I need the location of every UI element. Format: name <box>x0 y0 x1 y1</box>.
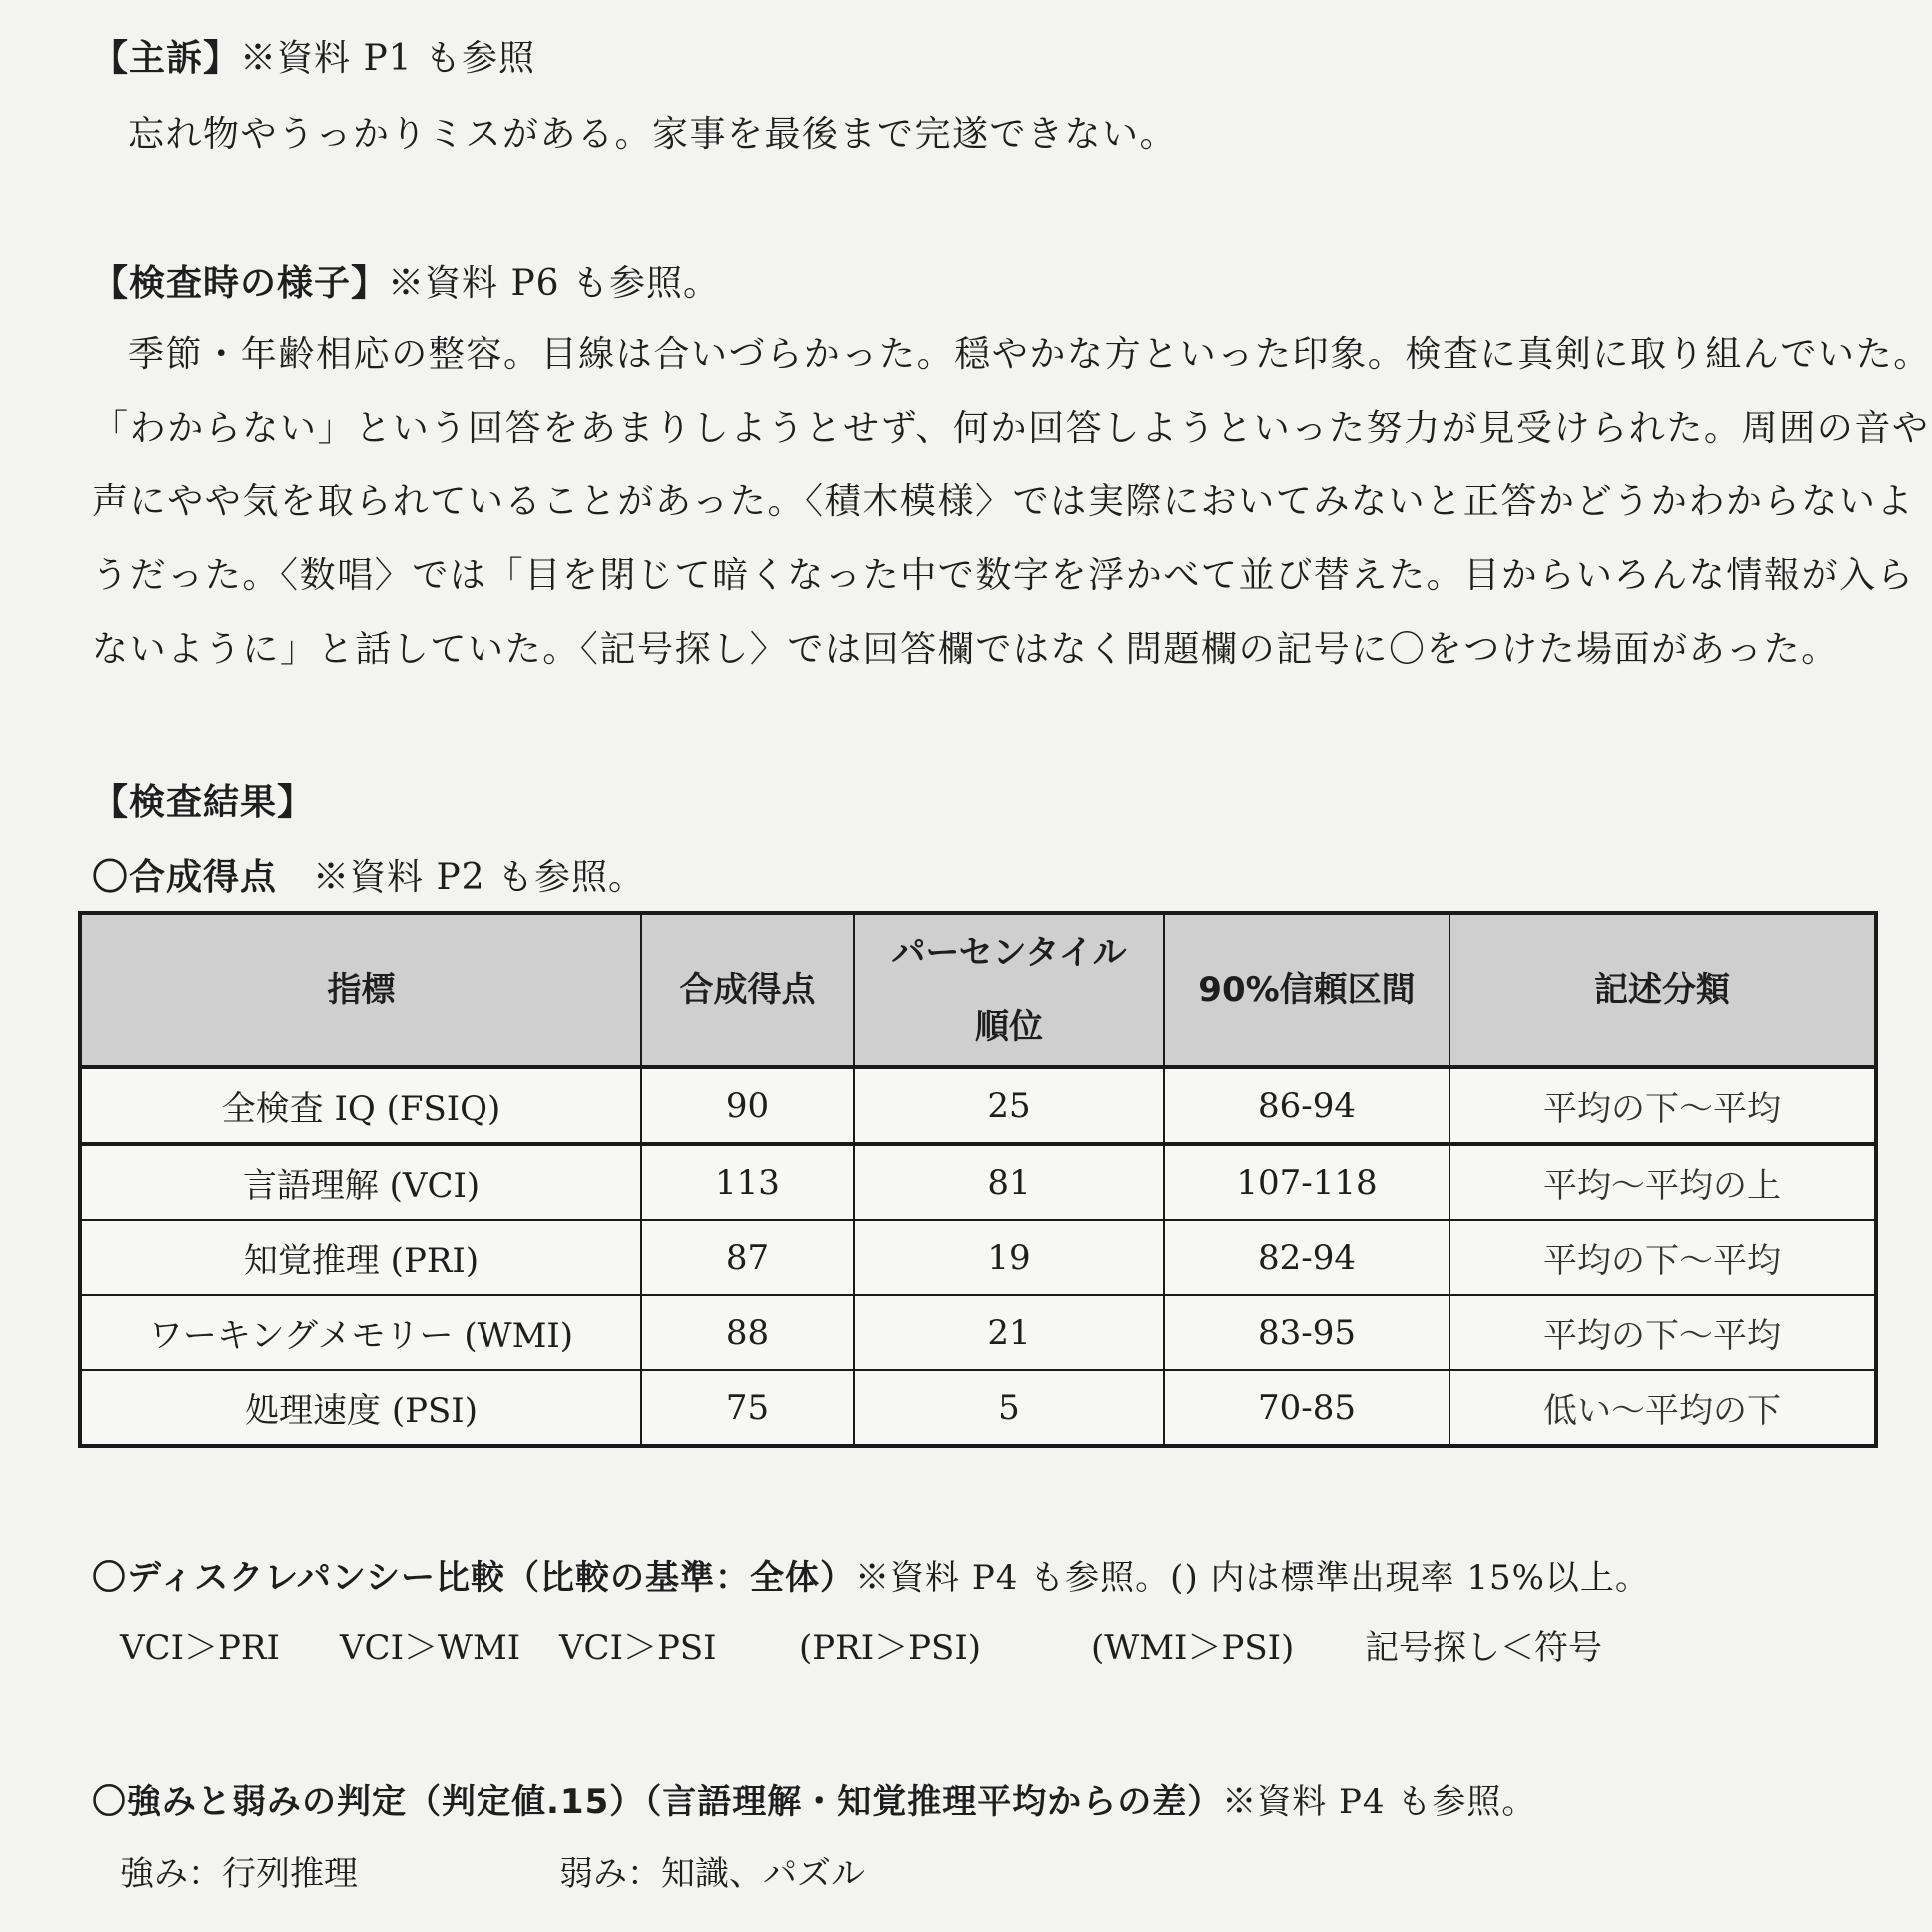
weakness-text: 弱み：知識、パズル <box>559 1854 865 1894</box>
exam-behavior-line: 季節・年齢相応の整容。目線は合いづらかった。穏やかな方といった印象。検査に真剣に取り組んでいた。 <box>128 334 1931 375</box>
composite-heading <box>92 849 645 900</box>
table-header-row <box>80 913 1876 1067</box>
cell-index: 言語理解 (VCI) <box>80 1144 641 1220</box>
cell-percentile: 5 <box>854 1370 1164 1446</box>
complaint-heading <box>92 30 535 81</box>
discrepancy-reference: ※資料 P4 も参照。() 内は標準出現率 15%以上。 <box>855 1558 1650 1598</box>
table-row <box>80 1295 1876 1370</box>
discrepancy-heading-label: 〇ディスクレパンシー比較（比較の基準：全体） <box>92 1558 856 1598</box>
discrepancy-item: VCI＞WMI <box>340 1628 521 1668</box>
header-confidence-interval: 90%信頼区間 <box>1164 913 1449 1067</box>
cell-score: 90 <box>641 1067 854 1144</box>
header-percentile <box>854 913 1164 1067</box>
cell-index: ワーキングメモリー (WMI) <box>80 1295 641 1370</box>
cell-classification: 低い～平均の下 <box>1449 1370 1876 1446</box>
table-row <box>80 1144 1876 1220</box>
cell-classification: 平均の下～平均 <box>1449 1295 1876 1370</box>
exam-behavior-text <box>92 318 1931 687</box>
discrepancy-item: 記号探し＜符号 <box>1365 1628 1602 1668</box>
header-composite-score: 合成得点 <box>641 913 854 1067</box>
strengths-weaknesses-heading-label: 〇強みと弱みの判定（判定値.15）（言語理解・知覚推理平均からの差） <box>92 1782 1223 1822</box>
cell-score: 88 <box>641 1295 854 1370</box>
strengths-weaknesses-reference: ※資料 P4 も参照。 <box>1222 1782 1537 1822</box>
complaint-text: 忘れ物やうっかりミスがある。家事を最後まで完遂できない。 <box>128 114 1178 155</box>
cell-score: 113 <box>641 1144 854 1220</box>
exam-behavior-line: うだった。〈数唱〉では「目を閉じて暗くなった中で数字を浮かべて並び替えた。目からいろんな情報が入ら <box>92 555 1915 596</box>
table-row <box>80 1067 1876 1144</box>
exam-behavior-reference: ※資料 P6 も参照。 <box>388 263 721 304</box>
discrepancy-item: (PRI＞PSI) <box>799 1628 982 1668</box>
header-percentile-line1: パーセンタイル <box>891 933 1127 973</box>
composite-reference: ※資料 P2 も参照。 <box>313 857 646 898</box>
discrepancy-item: VCI＞PSI <box>559 1628 717 1668</box>
cell-index: 処理速度 (PSI) <box>80 1370 641 1446</box>
complaint-reference: ※資料 P1 も参照 <box>240 38 536 79</box>
discrepancy-heading <box>92 1550 1650 1599</box>
header-index: 指標 <box>80 913 641 1067</box>
table-row <box>80 1370 1876 1446</box>
exam-behavior-line: 声にやや気を取られていることがあった。〈積木模様〉では実際においてみないと正答かどうかわからないよ <box>92 482 1915 522</box>
discrepancy-item: (WMI＞PSI) <box>1091 1628 1295 1668</box>
cell-percentile: 81 <box>854 1144 1164 1220</box>
cell-score: 87 <box>641 1220 854 1295</box>
exam-behavior-heading-label: 【検査時の様子】 <box>92 263 389 304</box>
header-classification: 記述分類 <box>1449 913 1876 1067</box>
cell-percentile: 25 <box>854 1067 1164 1144</box>
strength-text: 強み：行列推理 <box>120 1854 358 1894</box>
discrepancy-item: VCI＞PRI <box>120 1628 280 1668</box>
composite-heading-label: 〇合成得点 <box>92 857 278 898</box>
cell-confidence-interval: 86-94 <box>1164 1067 1449 1144</box>
cell-classification: 平均の下～平均 <box>1449 1067 1876 1144</box>
cell-confidence-interval: 70-85 <box>1164 1370 1449 1446</box>
cell-confidence-interval: 83-95 <box>1164 1295 1449 1370</box>
cell-classification: 平均の下～平均 <box>1449 1220 1876 1295</box>
cell-index: 全検査 IQ (FSIQ) <box>80 1067 641 1144</box>
cell-score: 75 <box>641 1370 854 1446</box>
results-heading: 【検査結果】 <box>92 782 315 823</box>
cell-classification: 平均～平均の上 <box>1449 1144 1876 1220</box>
cell-index: 知覚推理 (PRI) <box>80 1220 641 1295</box>
exam-behavior-line: 「わからない」という回答をあまりしようとせず、何か回答しようといった努力が見受けられた。周囲の音や <box>92 408 1930 449</box>
cell-confidence-interval: 107-118 <box>1164 1144 1449 1220</box>
header-percentile-line2: 順位 <box>975 1007 1043 1047</box>
exam-behavior-heading <box>92 255 720 306</box>
exam-behavior-line: ないように」と話していた。〈記号探し〉では回答欄ではなく問題欄の記号に〇をつけた場面があった。 <box>92 629 1839 670</box>
complaint-heading-label: 【主訴】 <box>92 38 241 79</box>
table-row <box>80 1220 1876 1295</box>
cell-percentile: 21 <box>854 1295 1164 1370</box>
strengths-weaknesses-heading <box>92 1774 1536 1823</box>
cell-percentile: 19 <box>854 1220 1164 1295</box>
composite-score-table <box>78 911 1878 1448</box>
cell-confidence-interval: 82-94 <box>1164 1220 1449 1295</box>
